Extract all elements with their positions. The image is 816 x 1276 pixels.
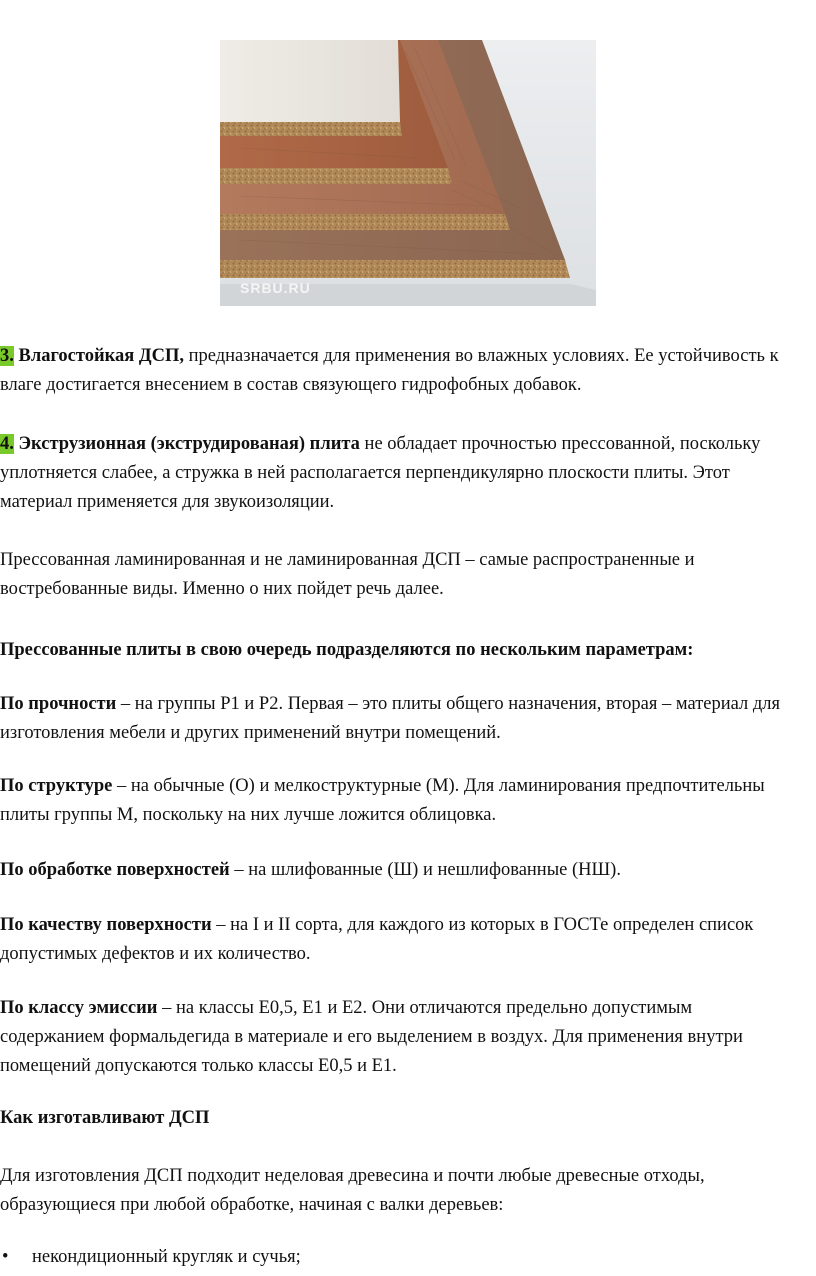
list-item-text: некондиционный кругляк и сучья;	[32, 1247, 301, 1267]
item-number: 4.	[0, 434, 14, 454]
board-white	[220, 40, 400, 122]
description: не обладает прочностью прессованной, поскольку уплотняется слабее, а стружка в ней располагается перпендикулярно плоскости плиты. Этот материал применяется для звукоизоляции.	[0, 434, 761, 512]
chipboard-stack-illustration	[220, 40, 596, 306]
paragraph-extrusion	[0, 430, 800, 517]
how-heading	[0, 1104, 800, 1133]
paragraph-surface-processing	[0, 856, 800, 885]
params-heading-text: Прессованные плиты в свою очередь подразделяются по нескольким параметрам:	[0, 640, 694, 660]
board-white-edge	[220, 122, 402, 136]
term: Экструзионная (экструдированая) плита	[13, 434, 360, 454]
description: – на I и II сорта, для каждого из которых в ГОСТе определен список допустимых дефектов и их количество.	[0, 915, 754, 964]
paragraph-emission	[0, 994, 800, 1081]
board-red-wood-edge	[220, 168, 452, 184]
description: – на группы Р1 и Р2. Первая – это плиты общего назначения, вторая – материал для изготовления мебели и других применений внутри помещений.	[0, 694, 781, 743]
paragraph-moisture-resistant	[0, 342, 800, 400]
paragraph-strength	[0, 690, 800, 748]
watermark: SRBU.RU	[240, 280, 311, 296]
description: – на классы Е0,5, Е1 и Е2. Они отличаются предельно допустимым содержанием формальдегида в материале и его выделением в воздух. Для применения внутри помещений допускаются только классы Е0,5 и Е1.	[0, 998, 743, 1076]
term: По классу эмиссии	[0, 998, 158, 1018]
bullet-marker: •	[2, 1247, 9, 1267]
description: – на обычные (О) и мелкоструктурные (М). Для ламинирования предпочтительны плиты группы М, поскольку на них лучше ложится облицовка.	[0, 776, 765, 825]
paragraph-surface-quality	[0, 911, 800, 969]
description: – на шлифованные (Ш) и нешлифованные (НШ).	[229, 860, 621, 880]
params-heading	[0, 636, 800, 665]
board-dark-wood-edge	[220, 260, 570, 278]
paragraph-how: Для изготовления ДСП подходит неделовая древесина и почти любые древесные отходы, образующиеся при любой обработке, начиная с валки деревьев:	[0, 1166, 705, 1215]
term: Влагостойкая ДСП,	[13, 346, 184, 366]
term: По прочности	[0, 694, 117, 714]
term: По структуре	[0, 776, 113, 796]
item-number: 3.	[0, 346, 14, 366]
description: предназначается для применения во влажных условиях. Ее устойчивость к влаге достигается внесением в состав связующего гидрофобных добавок.	[0, 346, 779, 395]
paragraph-structure	[0, 772, 800, 830]
board-light-wood-edge	[220, 214, 510, 230]
term: По качеству поверхности	[0, 915, 212, 935]
how-heading-text: Как изготавливают ДСП	[0, 1108, 210, 1128]
paragraph-pressed: Прессованная ламинированная и не ламинированная ДСП – самые распространенные и востребованные виды. Именно о них пойдет речь далее.	[0, 550, 695, 599]
term: По обработке поверхностей	[0, 860, 230, 880]
chipboard-photo	[220, 40, 596, 306]
